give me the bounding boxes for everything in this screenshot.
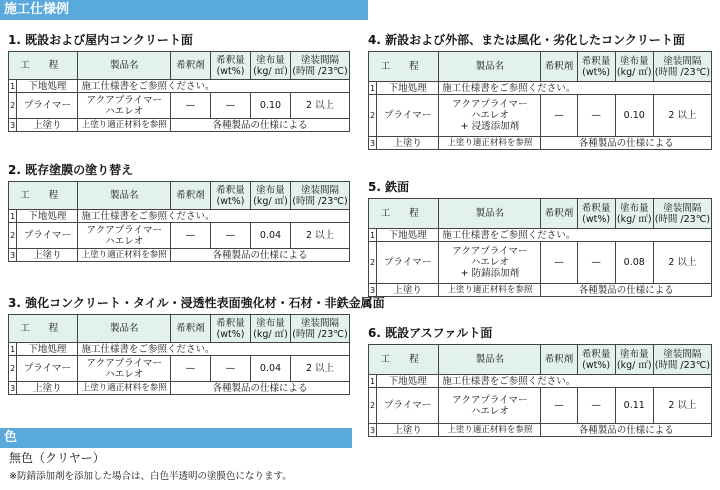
section-4 [368, 33, 712, 150]
header-interval: 塗装間隔 (時間 /23℃) [291, 315, 350, 343]
section-title: 6. 既設アスファルト面 [368, 326, 493, 340]
step-note: 各種製品の仕様による [541, 424, 712, 437]
step-note: 各種製品の仕様による [171, 119, 350, 132]
step-number: 2 [9, 356, 17, 382]
step-process: プライマー [377, 242, 439, 284]
table-row [9, 356, 350, 382]
table-row [9, 343, 350, 356]
step-dilution: — [577, 95, 615, 137]
step-coverage: 0.10 [251, 93, 291, 119]
table-row [369, 82, 712, 95]
step-number: 2 [9, 223, 17, 249]
step-process: 下地処理 [17, 80, 78, 93]
step-number: 1 [369, 230, 376, 240]
step-number: 2 [369, 95, 377, 137]
section-title: 1. 既設および屋内コンクリート面 [8, 33, 193, 47]
section-6 [368, 326, 712, 437]
step-product: 上塗り適正材料を参照 [439, 284, 541, 297]
step-number: 3 [10, 250, 16, 260]
table-row [369, 375, 712, 388]
step-note: 施工仕様書をご参照ください。 [78, 343, 350, 356]
step-thinner: — [171, 93, 211, 119]
table-row [9, 249, 350, 262]
step-process: プライマー [17, 93, 78, 119]
step-product: 上塗り適正材料を参照 [439, 137, 541, 150]
header-dilution: 希釈量 (wt%) [577, 345, 615, 375]
section-1 [8, 33, 350, 132]
step-number: 1 [369, 83, 376, 93]
step-process: 上塗り [377, 137, 439, 150]
table-row [9, 210, 350, 223]
step-product: アクアプライマー ハエレオ [78, 223, 171, 249]
table-row [369, 95, 712, 137]
step-thinner: — [541, 388, 577, 424]
table-row [369, 388, 712, 424]
step-thinner: — [171, 356, 211, 382]
header-product: 製品名 [78, 52, 171, 80]
table-row [369, 424, 712, 437]
section-title: 4. 新設および外部、または風化・劣化したコンクリート面 [368, 33, 685, 47]
step-number: 2 [369, 388, 377, 424]
step-note: 各種製品の仕様による [541, 284, 712, 297]
spec-table [368, 198, 712, 297]
header-product: 製品名 [439, 52, 541, 82]
step-thinner: — [171, 223, 211, 249]
table-row [9, 119, 350, 132]
header-thinner: 希釈剤 [541, 52, 577, 82]
header-coverage: 塗布量 (kg/ ㎡) [251, 52, 291, 80]
step-coverage: 0.04 [251, 223, 291, 249]
step-number: 3 [10, 120, 16, 130]
step-coverage: 0.10 [615, 95, 653, 137]
step-interval: 2 以上 [291, 93, 350, 119]
color-section-title: 色 [4, 430, 18, 445]
header-process: 工 程 [369, 199, 439, 229]
step-product: アクアプライマー ハエレオ [439, 388, 541, 424]
step-dilution: — [577, 388, 615, 424]
spec-table [8, 181, 350, 262]
step-product: 上塗り適正材料を参照 [78, 249, 171, 262]
step-note: 施工仕様書をご参照ください。 [439, 82, 712, 95]
header-coverage: 塗布量 (kg/ ㎡) [615, 199, 653, 229]
step-number: 3 [369, 285, 376, 295]
section-title: 5. 鉄面 [368, 180, 410, 194]
header-interval: 塗装間隔 (時間 /23℃) [653, 52, 711, 82]
header-thinner: 希釈剤 [171, 315, 211, 343]
header-dilution: 希釈量 (wt%) [577, 199, 615, 229]
page-title: 施工仕様例 [4, 2, 70, 17]
step-note: 施工仕様書をご参照ください。 [439, 375, 712, 388]
step-process: 下地処理 [377, 82, 439, 95]
step-note: 各種製品の仕様による [541, 137, 712, 150]
section-3 [8, 296, 385, 395]
header-interval: 塗装間隔 (時間 /23℃) [291, 182, 350, 210]
color-value: 無色（クリヤー） [9, 451, 105, 465]
step-process: 上塗り [17, 119, 78, 132]
header-interval: 塗装間隔 (時間 /23℃) [653, 345, 711, 375]
header-process: 工 程 [369, 52, 439, 82]
step-interval: 2 以上 [653, 388, 711, 424]
step-process: 上塗り [17, 382, 78, 395]
step-dilution: — [211, 356, 251, 382]
table-row [369, 284, 712, 297]
step-note: 各種製品の仕様による [171, 382, 350, 395]
header-thinner: 希釈剤 [171, 182, 211, 210]
step-process: プライマー [377, 95, 439, 137]
table-row [369, 242, 712, 284]
header-product: 製品名 [439, 199, 541, 229]
header-coverage: 塗布量 (kg/ ㎡) [615, 52, 653, 82]
header-thinner: 希釈剤 [541, 345, 577, 375]
step-note: 各種製品の仕様による [171, 249, 350, 262]
step-number: 3 [369, 425, 376, 435]
step-process: プライマー [377, 388, 439, 424]
header-coverage: 塗布量 (kg/ ㎡) [615, 345, 653, 375]
header-coverage: 塗布量 (kg/ ㎡) [251, 315, 291, 343]
header-product: 製品名 [439, 345, 541, 375]
header-thinner: 希釈剤 [541, 199, 577, 229]
step-dilution: — [211, 93, 251, 119]
step-number: 2 [9, 93, 17, 119]
table-row [9, 80, 350, 93]
step-product: アクアプライマー ハエレオ [78, 93, 171, 119]
step-process: 下地処理 [377, 375, 439, 388]
step-number: 1 [10, 344, 16, 354]
header-interval: 塗装間隔 (時間 /23℃) [653, 199, 711, 229]
header-product: 製品名 [78, 315, 171, 343]
header-dilution: 希釈量 (wt%) [577, 52, 615, 82]
step-number: 3 [10, 383, 16, 393]
step-number: 1 [10, 211, 16, 221]
header-process: 工 程 [9, 315, 78, 343]
spec-table [368, 51, 712, 150]
step-note: 施工仕様書をご参照ください。 [439, 229, 712, 242]
color-section-bar [0, 428, 352, 448]
step-process: 下地処理 [17, 210, 78, 223]
section-title: 3. 強化コンクリート・タイル・浸透性表面強化材・石材・非鉄金属面 [8, 296, 385, 310]
step-interval: 2 以上 [653, 95, 711, 137]
table-row [9, 93, 350, 119]
step-dilution: — [211, 223, 251, 249]
step-process: 下地処理 [377, 229, 439, 242]
step-coverage: 0.08 [615, 242, 653, 284]
step-process: 上塗り [377, 284, 439, 297]
header-interval: 塗装間隔 (時間 /23℃) [291, 52, 350, 80]
header-coverage: 塗布量 (kg/ ㎡) [251, 182, 291, 210]
section-5 [368, 180, 712, 297]
spec-table [8, 314, 350, 395]
header-dilution: 希釈量 (wt%) [211, 182, 251, 210]
step-process: プライマー [17, 223, 78, 249]
header-product: 製品名 [78, 182, 171, 210]
step-coverage: 0.11 [615, 388, 653, 424]
step-coverage: 0.04 [251, 356, 291, 382]
step-interval: 2 以上 [291, 223, 350, 249]
header-process: 工 程 [9, 182, 78, 210]
step-process: 上塗り [377, 424, 439, 437]
table-row [369, 229, 712, 242]
step-thinner: — [541, 242, 577, 284]
spec-table [368, 344, 712, 437]
header-dilution: 希釈量 (wt%) [211, 315, 251, 343]
step-number: 3 [369, 138, 376, 148]
header-dilution: 希釈量 (wt%) [211, 52, 251, 80]
header-process: 工 程 [369, 345, 439, 375]
step-process: プライマー [17, 356, 78, 382]
step-number: 1 [10, 81, 16, 91]
step-note: 施工仕様書をご参照ください。 [78, 80, 350, 93]
step-interval: 2 以上 [653, 242, 711, 284]
table-row [9, 223, 350, 249]
step-thinner: — [541, 95, 577, 137]
step-dilution: — [577, 242, 615, 284]
section-2 [8, 163, 350, 262]
section-title: 2. 既存塗膜の塗り替え [8, 163, 134, 177]
step-product: 上塗り適正材料を参照 [78, 119, 171, 132]
step-number: 2 [369, 242, 377, 284]
step-process: 下地処理 [17, 343, 78, 356]
step-interval: 2 以上 [291, 356, 350, 382]
step-product: アクアプライマー ハエレオ + 防錆添加剤 [439, 242, 541, 284]
step-product: 上塗り適正材料を参照 [439, 424, 541, 437]
step-product: アクアプライマー ハエレオ + 浸透添加剤 [439, 95, 541, 137]
step-number: 1 [369, 376, 376, 386]
spec-table [8, 51, 350, 132]
header-thinner: 希釈剤 [171, 52, 211, 80]
header-process: 工 程 [9, 52, 78, 80]
step-product: アクアプライマー ハエレオ [78, 356, 171, 382]
step-process: 上塗り [17, 249, 78, 262]
page-title-bar [0, 0, 368, 20]
table-row [369, 137, 712, 150]
step-note: 施工仕様書をご参照ください。 [78, 210, 350, 223]
table-row [9, 382, 350, 395]
color-note: ※防錆添加剤を添加した場合は、白色半透明の塗膜色になります。 [9, 471, 292, 482]
step-product: 上塗り適正材料を参照 [78, 382, 171, 395]
